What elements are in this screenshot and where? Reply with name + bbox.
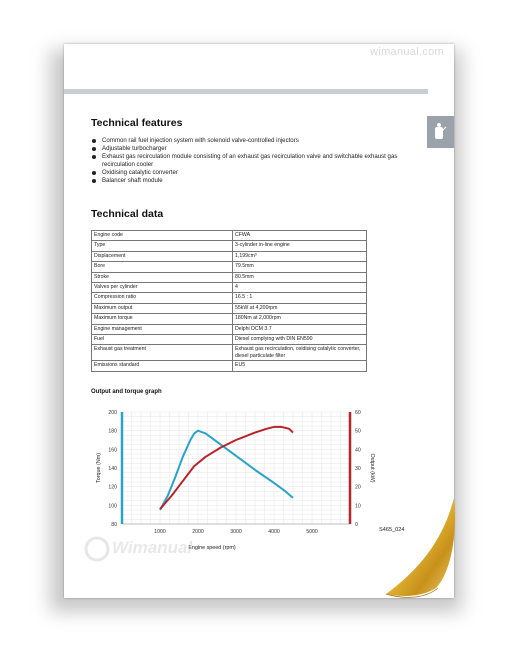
table-row	[92, 324, 367, 334]
spec-value: 180Nm at 2,000rpm	[233, 314, 367, 324]
watermark-top: wimanual.com	[370, 46, 444, 58]
y-tick-label: 200	[108, 410, 117, 416]
spec-key: Stroke	[92, 272, 233, 282]
table-row	[92, 345, 367, 361]
x-tick-label: 2000	[192, 529, 204, 535]
table-row	[92, 282, 367, 292]
table-row	[92, 251, 367, 261]
table-row	[92, 334, 367, 344]
spec-value: 1,199cm³	[233, 251, 367, 261]
list-item: Common rail fuel injection system with solenoid valve-controlled injectors	[91, 137, 413, 145]
list-item: Adjustable turbocharger	[91, 145, 413, 153]
y-tick-label: 80	[111, 522, 117, 528]
spec-value: 16.5 : 1	[233, 293, 367, 303]
y2-tick-label: 20	[355, 484, 361, 491]
spec-key: Displacement	[92, 251, 233, 261]
figure-code: S465_024	[379, 527, 405, 533]
graph-title: Output and torque graph	[91, 389, 162, 395]
spec-key: Emissions standard	[92, 361, 233, 371]
y-tick-label: 120	[108, 484, 117, 491]
y2-tick-label: 60	[355, 410, 361, 416]
spec-value: 4	[233, 282, 367, 292]
technical-data-heading: Technical data	[91, 208, 164, 220]
info-hand-icon	[433, 122, 447, 142]
list-item: Oxidising catalytic converter	[91, 169, 413, 177]
x-tick-label: 4000	[268, 529, 280, 535]
spec-value: EU5	[233, 361, 367, 371]
y2-axis-label: Output (kW)	[369, 453, 375, 483]
list-item: Exhaust gas recirculation module consisting of an exhaust gas recirculation valve and switchable exhaust gas recirculation cooler	[91, 153, 413, 169]
table-row	[92, 231, 367, 241]
y-axis-label: Torque (Nm)	[96, 453, 102, 483]
page-curl	[384, 496, 464, 606]
y2-tick-label: 50	[355, 428, 361, 435]
spec-key: Maximum output	[92, 303, 233, 313]
table-row	[92, 241, 367, 251]
y-tick-label: 160	[108, 447, 117, 454]
spec-value: 80.5mm	[233, 272, 367, 282]
spec-value: 79.5mm	[233, 262, 367, 272]
table-row	[92, 303, 367, 313]
y-tick-label: 140	[108, 466, 117, 472]
y-tick-label: 100	[108, 503, 117, 510]
table-row	[92, 361, 367, 371]
spec-key: Type	[92, 241, 233, 251]
spec-value: Delphi DCM 3.7	[233, 324, 367, 334]
spec-value: 3-cylinder in-line engine	[233, 241, 367, 251]
spec-value: Exhaust gas recirculation, oxidising catalytic converter, diesel particulate filter	[233, 345, 367, 361]
x-tick-label: 5000	[306, 529, 318, 535]
y2-tick-label: 30	[355, 466, 361, 472]
spec-key: Exhaust gas treatment	[92, 345, 233, 361]
y2-tick-label: 10	[355, 503, 361, 510]
watermark-bottom-text: Wimanual	[112, 538, 193, 557]
output-torque-chart	[88, 400, 388, 555]
y-tick-label: 180	[108, 428, 117, 435]
x-axis-label: Engine speed (rpm)	[188, 545, 236, 551]
spec-value: CFWA	[233, 231, 367, 241]
technical-data-table	[91, 230, 367, 372]
table-row	[92, 314, 367, 324]
table-row	[92, 262, 367, 272]
x-tick-label: 3000	[230, 529, 242, 535]
side-tab	[427, 116, 454, 148]
spec-key: Fuel	[92, 334, 233, 344]
table-row	[92, 272, 367, 282]
spec-key: Engine code	[92, 231, 233, 241]
spec-key: Engine management	[92, 324, 233, 334]
spec-key: Maximum torque	[92, 314, 233, 324]
spec-value: Diesel complying with DIN EN590	[233, 334, 367, 344]
spec-key: Compression ratio	[92, 293, 233, 303]
features-list	[91, 137, 413, 186]
y2-tick-label: 40	[355, 447, 361, 454]
table-row	[92, 293, 367, 303]
spec-key: Bore	[92, 262, 233, 272]
watermark-logo-icon	[84, 536, 110, 562]
spec-value: 55kW at 4,200rpm	[233, 303, 367, 313]
spec-key: Valves per cylinder	[92, 282, 233, 292]
watermark-bottom	[84, 534, 234, 564]
x-tick-label: 1000	[154, 529, 166, 535]
list-item: Balancer shaft module	[91, 177, 413, 185]
header-rule	[64, 89, 428, 94]
y2-tick-label: 0	[355, 522, 358, 528]
features-heading: Technical features	[91, 117, 183, 129]
